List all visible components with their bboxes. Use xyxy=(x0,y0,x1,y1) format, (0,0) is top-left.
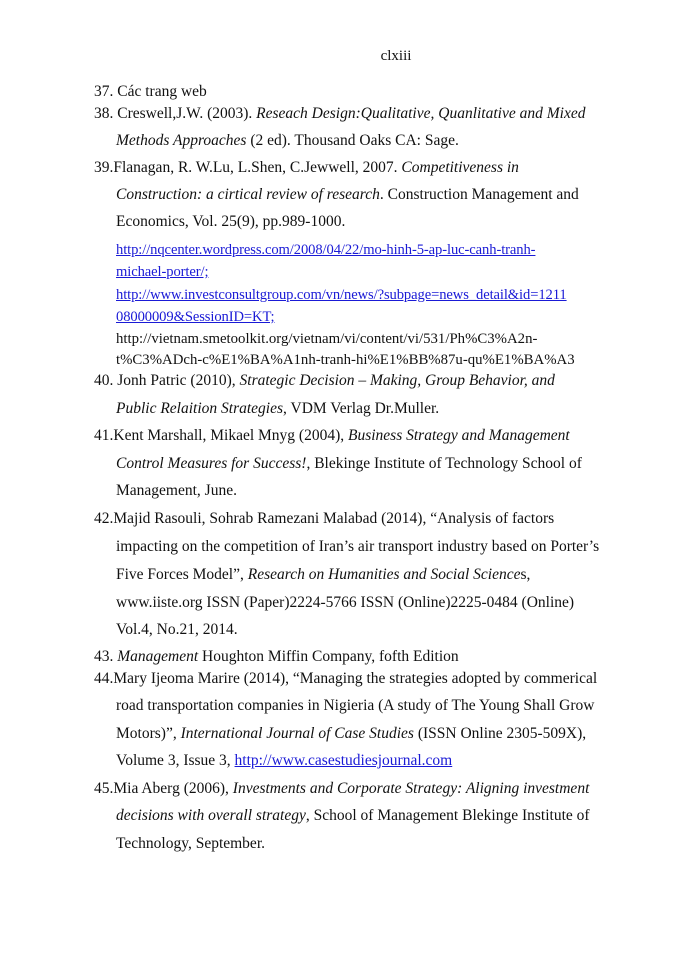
reference-42-journal-suffix: s, xyxy=(520,566,531,583)
reference-43-publisher: Houghton Miffin Company, fofth Edition xyxy=(198,648,459,665)
reference-39-title: Competitiveness in xyxy=(401,159,519,176)
web-link-investconsult-cont[interactable]: 08000009&SessionID=KT; xyxy=(116,309,275,325)
reference-44-line-1: 44.Mary Ijeoma Marire (2014), “Managing the strategies adopted by commerical xyxy=(94,670,598,687)
reference-42-line-4: www.iiste.org ISSN (Paper)2224-5766 ISSN (Online)2225-0484 (Online) xyxy=(116,594,575,611)
reference-41-line-2 xyxy=(116,454,582,474)
reference-38-authors: 38. Creswell,J.W. (2003). xyxy=(94,105,257,122)
reference-38-title-cont: Methods Approaches xyxy=(116,132,247,149)
web-url-smetoolkit-cont: t%C3%ADch-c%E1%BA%A1nh-tranh-hi%E1%BB%87u-qu%E1%BA%A3 xyxy=(116,352,575,368)
reference-45-line-2 xyxy=(116,806,590,826)
reference-39-line-1 xyxy=(94,158,519,178)
reference-39-journal: . Construction Management and xyxy=(379,186,579,203)
reference-38-publisher: (2 ed). Thousand Oaks CA: Sage. xyxy=(246,132,459,149)
reference-37: 37. Các trang web xyxy=(94,83,207,100)
reference-38-line-1 xyxy=(94,104,585,124)
reference-45-title: Investments and Corporate Strategy: Aligning investment xyxy=(232,780,590,797)
reference-44-issn: (ISSN Online 2305-509X), xyxy=(413,725,587,742)
reference-41-authors: 41.Kent Marshall, Mikael Mnyg (2004), xyxy=(94,427,348,444)
reference-42-journal: Research on Humanities and Social Science xyxy=(247,566,521,583)
web-link-nqcenter-cont[interactable]: michael-porter/; xyxy=(116,264,209,280)
reference-44-volume: Volume 3, Issue 3, xyxy=(116,752,235,769)
reference-39-authors: 39.Flanagan, R. W.Lu, L.Shen, C.Jewwell, 2007. xyxy=(94,159,402,176)
reference-41-title: Business Strategy and Management xyxy=(348,427,570,444)
reference-43-number: 43. xyxy=(94,648,118,665)
reference-45-authors: 45.Mia Aberg (2006), xyxy=(94,780,233,797)
reference-42-line-5: Vol.4, No.21, 2014. xyxy=(116,621,238,638)
reference-42-title-end: Five Forces Model”, xyxy=(116,566,248,583)
reference-40-title-cont: Public Relaition Strategies xyxy=(116,400,284,417)
web-url-smetoolkit: http://vietnam.smetoolkit.org/vietnam/vi/content/vi/531/Ph%C3%A2n- xyxy=(116,331,538,347)
reference-42-line-1: 42.Majid Rasouli, Sohrab Ramezani Malabad (2014), “Analysis of factors xyxy=(94,510,555,527)
page-number: clxiii xyxy=(380,48,412,64)
reference-41-line-1 xyxy=(94,426,570,446)
reference-43-title: Management xyxy=(117,648,199,665)
reference-42-line-2: impacting on the competition of Iran’s air transport industry based on Porter’s xyxy=(116,538,600,555)
reference-41-title-cont: Control Measures for Success! xyxy=(116,455,307,472)
reference-45-line-1 xyxy=(94,779,589,799)
reference-41-line-3: Management, June. xyxy=(116,482,237,499)
reference-39-line-3: Economics, Vol. 25(9), pp.989-1000. xyxy=(116,213,346,230)
reference-41-institution: , Blekinge Institute of Technology School of xyxy=(306,455,582,472)
web-link-nqcenter[interactable]: http://nqcenter.wordpress.com/2008/04/22/mo-hinh-5-ap-luc-canh-tranh- xyxy=(116,242,536,258)
web-link-investconsult[interactable]: http://www.investconsultgroup.com/vn/news/?subpage=news_detail&id=1211 xyxy=(116,287,567,303)
reference-40-authors: 40. Jonh Patric (2010), xyxy=(94,372,240,389)
reference-44-line-3 xyxy=(116,724,586,744)
reference-44-line-4 xyxy=(116,751,452,771)
reference-43 xyxy=(94,647,459,667)
web-link-casestudiesjournal[interactable]: http://www.casestudiesjournal.com xyxy=(234,752,453,769)
reference-40-line-1 xyxy=(94,371,555,391)
reference-45-title-cont: decisions with overall strategy xyxy=(116,807,306,824)
reference-39-line-2 xyxy=(116,185,579,205)
reference-42-line-3 xyxy=(116,565,530,585)
reference-38-title: Reseach Design:Qualitative, Quanlitative and Mixed xyxy=(256,105,586,122)
reference-45-line-3: Technology, September. xyxy=(116,835,265,852)
reference-44-title-end: Motors)”, xyxy=(116,725,181,742)
reference-40-title: Strategic Decision – Making, Group Behavior, and xyxy=(239,372,555,389)
reference-40-line-2 xyxy=(116,399,439,419)
reference-40-publisher: , VDM Verlag Dr.Muller. xyxy=(283,400,440,417)
reference-44-journal: International Journal of Case Studies xyxy=(180,725,414,742)
reference-39-title-cont: Construction: a cirtical review of research xyxy=(116,186,380,203)
reference-44-line-2: road transportation companies in Nigieria (A study of The Young Shall Grow xyxy=(116,697,595,714)
reference-45-institution: , School of Management Blekinge Institute of xyxy=(305,807,590,824)
reference-38-line-2 xyxy=(116,131,459,151)
